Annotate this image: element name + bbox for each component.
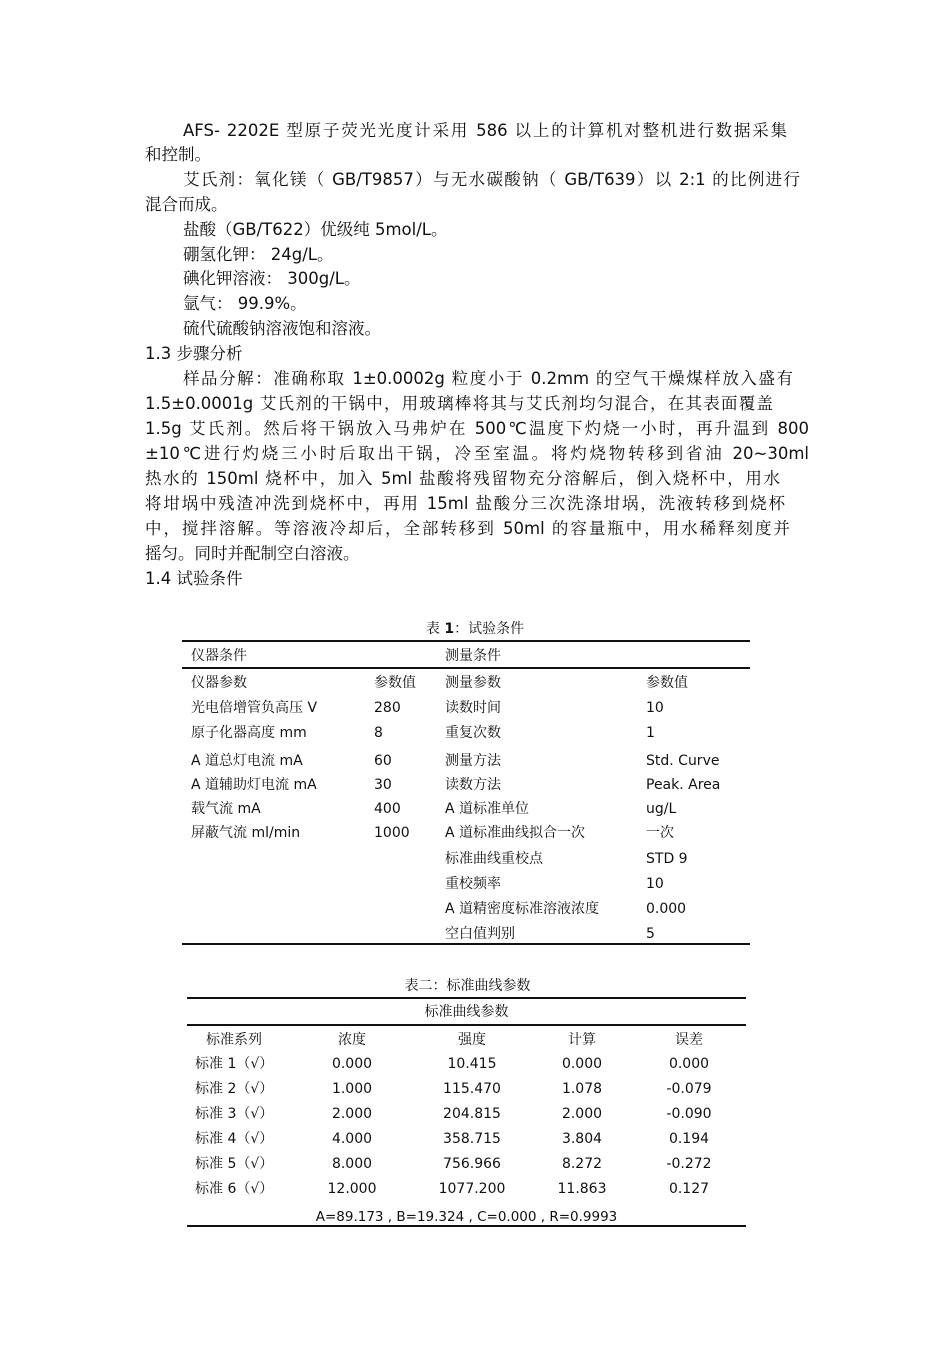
paragraph-line: 摇匀。同时并配制空白溶液。 — [145, 544, 360, 563]
table1-caption-suffix: ：试验条件 — [454, 621, 525, 637]
table2-col-header: 强度 — [458, 1032, 486, 1048]
table2-cell: 标准 5（√） — [195, 1156, 274, 1172]
table1-cell: 10 — [646, 700, 664, 716]
section-heading: 1.3 步骤分析 — [145, 344, 243, 363]
paragraph-line: ±10℃进行灼烧三小时后取出干锅，冷至室温。将灼烧物转移到省油 20~30ml — [145, 444, 809, 463]
paragraph-line: 混合而成。 — [145, 195, 228, 214]
table2-cell: 4.000 — [331, 1131, 373, 1147]
table1-cell: Peak. Area — [646, 777, 721, 793]
table2-cell: 标准 4（√） — [195, 1131, 274, 1147]
table2-bottom-rule — [187, 1225, 746, 1227]
table1-cell: Std. Curve — [646, 753, 720, 769]
table2-cell: -0.272 — [666, 1156, 712, 1172]
table2-footer: A=89.173 , B=19.324 , C=0.000 , R=0.9993 — [315, 1209, 618, 1225]
table1-cell: 一次 — [646, 825, 674, 841]
table2-cell: 标准 1（√） — [195, 1056, 274, 1072]
table2-col-header: 误差 — [675, 1032, 703, 1048]
table1-cell: A 道标准单位 — [445, 801, 530, 817]
table1-col-header: 参数值 — [374, 675, 416, 691]
table1-cell: 读数时间 — [445, 700, 501, 716]
table1-cell: 光电倍增管负高压 V — [191, 700, 318, 716]
table1-cell: 1000 — [374, 825, 410, 841]
table2-cell: 1077.200 — [438, 1181, 506, 1197]
paragraph-line: 硫代硫酸钠溶液饱和溶液。 — [183, 319, 381, 338]
paragraph-line: 艾氏剂：氧化镁（ GB/T9857）与无水碳酸钠（ GB/T639）以 2:1 的比例进行 — [183, 170, 800, 189]
table2-col-header: 标准系列 — [206, 1032, 262, 1048]
table2-cell: -0.079 — [666, 1081, 712, 1097]
paragraph-line: AFS- 2202E 型原子荧光光度计采用 586 以上的计算机对整机进行数据采集 — [183, 121, 787, 140]
paragraph-line: 热水的 150ml 烧杯中，加入 5ml 盐酸将残留物充分溶解后，倒入烧杯中，用水 — [145, 469, 780, 488]
table2-cell: 0.194 — [668, 1131, 710, 1147]
table1-cell: A 道辅助灯电流 mA — [191, 777, 317, 793]
table1-header-rule — [182, 667, 750, 669]
table2-cell: 3.804 — [561, 1131, 603, 1147]
table1-cell: 读数方法 — [445, 777, 501, 793]
table1-cell: ug/L — [646, 801, 677, 817]
table1-top-rule — [182, 640, 750, 642]
table2-cell: 0.000 — [668, 1056, 710, 1072]
table1-cell: 测量方法 — [445, 753, 501, 769]
table1-cell: 30 — [374, 777, 392, 793]
table2-cell: 2.000 — [331, 1106, 373, 1122]
table1-cell: A 道总灯电流 mA — [191, 753, 303, 769]
table2-cell: 0.000 — [331, 1056, 373, 1072]
table1-cell: 0.000 — [646, 901, 687, 917]
table2-cell: 756.966 — [443, 1156, 501, 1172]
table1-cell: 1 — [646, 725, 655, 741]
table2-cell: 标准 2（√） — [195, 1081, 274, 1097]
table1-caption — [0, 618, 950, 638]
paragraph-line: 硼氢化钾： 24g/L。 — [183, 245, 334, 264]
table2-cell: 11.863 — [557, 1181, 607, 1197]
table1-bottom-rule — [182, 943, 750, 945]
table2-cell: 0.000 — [561, 1056, 603, 1072]
paragraph-line: 将坩埚中残渣冲洗到烧杯中，再用 15ml 盐酸分三次洗涤坩埚，洗液转移到烧杯 — [145, 494, 785, 513]
table1-group-left: 仪器条件 — [191, 648, 247, 664]
table2-cell: 2.000 — [561, 1106, 603, 1122]
table1-caption-prefix: 表 — [425, 621, 445, 637]
table2-cell: 115.470 — [443, 1081, 501, 1097]
table2-cell: 1.078 — [561, 1081, 603, 1097]
table1-cell: 载气流 mA — [191, 801, 261, 817]
table1-cell: 重校频率 — [445, 876, 501, 892]
paragraph-line: 样品分解：准确称取 1±0.0002g 粒度小于 0.2mm 的空气干燥煤样放入盛有 — [183, 369, 793, 388]
table1-cell: A 道标准曲线拟合一次 — [445, 825, 586, 841]
table2-cell: 0.127 — [668, 1181, 710, 1197]
table1-col-header: 仪器参数 — [191, 675, 247, 691]
table1-cell: 5 — [646, 926, 655, 942]
paragraph-line: 盐酸（GB/T622）优级纯 5mol/L。 — [183, 220, 448, 239]
table1-cell: 280 — [374, 700, 401, 716]
paragraph-line: 碘化钾溶液： 300g/L。 — [183, 269, 361, 288]
table1-cell: A 道精密度标准溶液浓度 — [445, 901, 600, 917]
table1-cell: 空白值判别 — [445, 926, 515, 942]
paragraph-line: 1.5±0.0001g 艾氏剂的干锅中，用玻璃棒将其与艾氏剂均匀混合，在其表面覆盖 — [145, 394, 773, 413]
table1-cell: 8 — [374, 725, 383, 741]
paragraph-line: 氩气： 99.9%。 — [183, 294, 307, 313]
table2-cell: 12.000 — [327, 1181, 377, 1197]
table2-title: 标准曲线参数 — [424, 1004, 509, 1020]
table1-group-right: 测量条件 — [445, 648, 501, 664]
table1-cell: 屏蔽气流 ml/min — [191, 825, 301, 841]
table2-col-header: 浓度 — [338, 1032, 366, 1048]
table1-cell: 10 — [646, 876, 664, 892]
table1-cell: 400 — [374, 801, 401, 817]
table2-top-rule — [187, 997, 746, 999]
table2-cell: 10.415 — [447, 1056, 497, 1072]
table1-col-header: 测量参数 — [445, 675, 501, 691]
table1-cell: 原子化器高度 mm — [191, 725, 307, 741]
table1-cell: 重复次数 — [445, 725, 501, 741]
paragraph-line: 1.5g 艾氏剂。然后将干锅放入马弗炉在 500℃温度下灼烧一小时，再升温到 800 — [145, 419, 809, 438]
table1-caption-number: 1 — [444, 621, 455, 637]
table1-cell: 标准曲线重校点 — [445, 851, 543, 867]
table2-cell: 标准 6（√） — [195, 1181, 274, 1197]
table2-cell: 204.815 — [443, 1106, 501, 1122]
paragraph-line: 中，搅拌溶解。等溶液冷却后，全部转移到 50ml 的容量瓶中，用水稀释刻度并 — [145, 519, 790, 538]
table2-cell: 358.715 — [443, 1131, 501, 1147]
table1-cell: STD 9 — [646, 851, 688, 867]
table2-caption: 表二：标准曲线参数 — [404, 978, 531, 994]
paragraph-line: 和控制。 — [145, 145, 211, 164]
table2-cell: 8.272 — [561, 1156, 603, 1172]
table2-col-header: 计算 — [568, 1032, 596, 1048]
table1-col-header: 参数值 — [646, 675, 688, 691]
table2-cell: 8.000 — [331, 1156, 373, 1172]
table2-cell: -0.090 — [666, 1106, 712, 1122]
table2-header-rule — [187, 1024, 746, 1026]
table1-cell: 60 — [374, 753, 392, 769]
section-heading: 1.4 试验条件 — [145, 569, 243, 588]
table2-cell: 标准 3（√） — [195, 1106, 274, 1122]
table2-cell: 1.000 — [331, 1081, 373, 1097]
